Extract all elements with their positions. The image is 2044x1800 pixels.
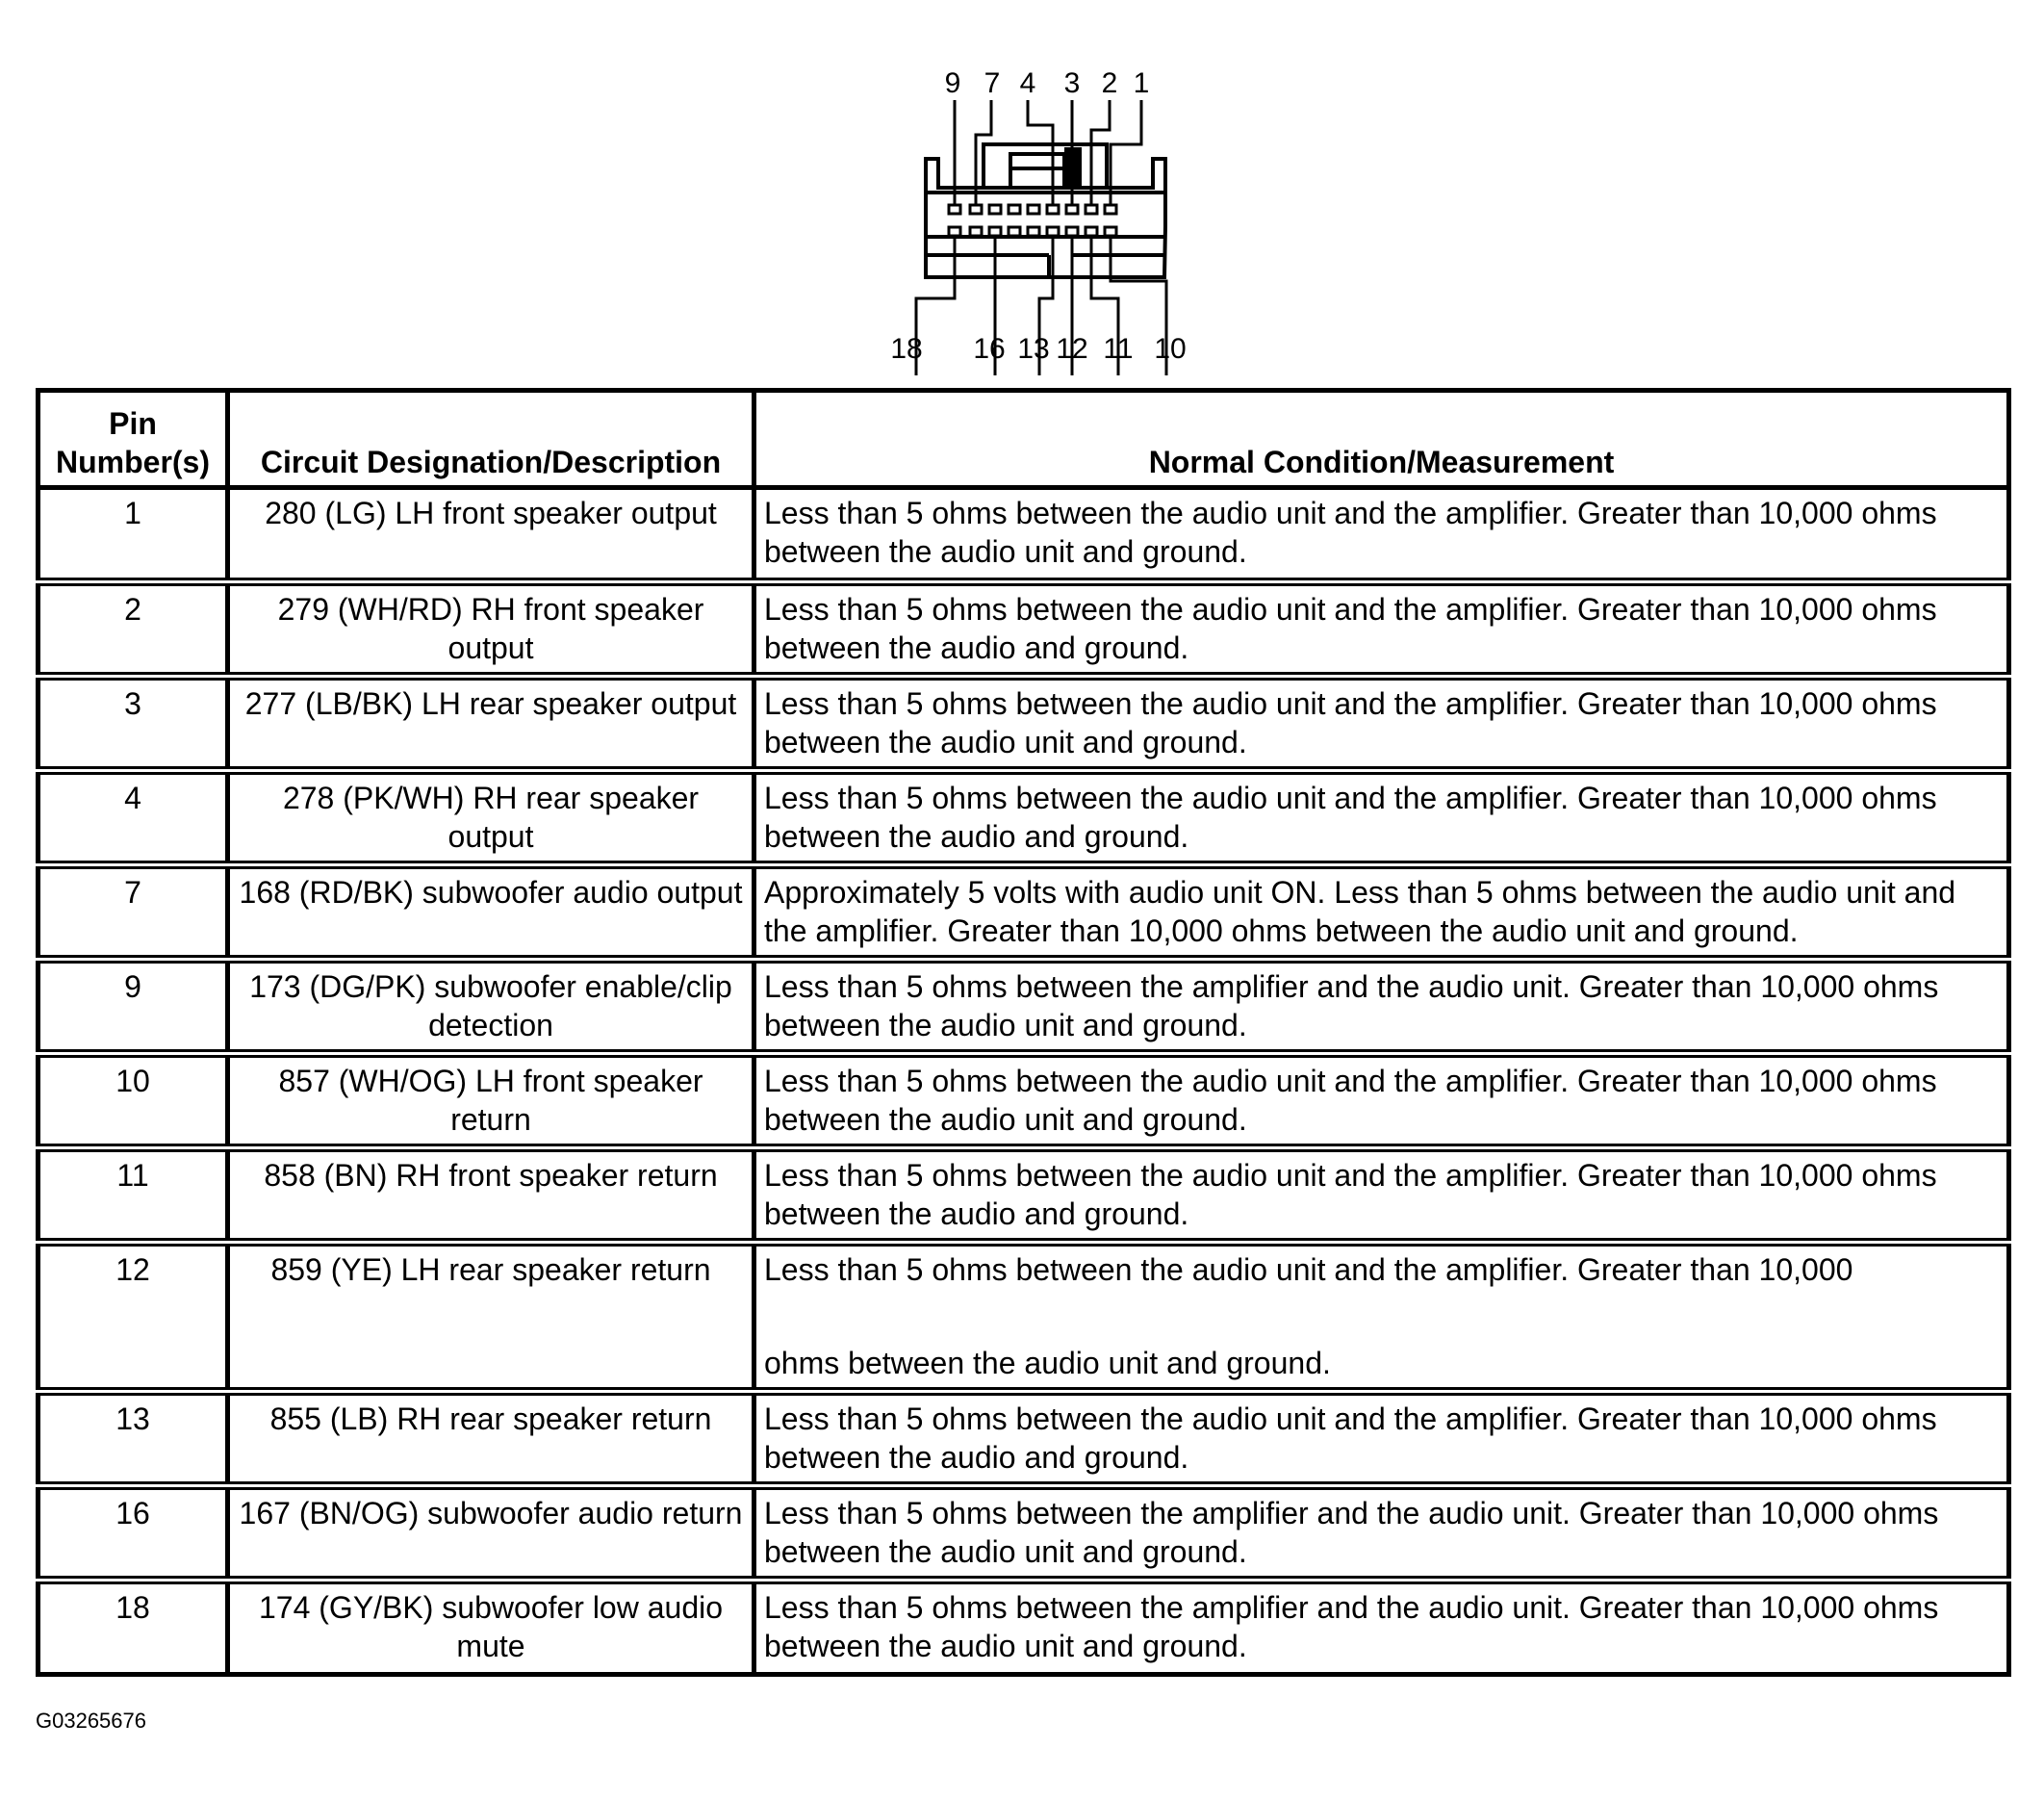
pin-label-1: 1 — [1133, 67, 1150, 99]
table-row — [38, 488, 2009, 582]
description-cell: 280 (LG) LH front speaker output — [228, 488, 754, 582]
pin-label-10: 10 — [1154, 333, 1187, 365]
description-cell: 279 (WH/RD) RH front speaker output — [228, 582, 754, 677]
description-cell: 278 (PK/WH) RH rear speaker output — [228, 771, 754, 865]
measurement-cell: Less than 5 ohms between the amplifier and the audio unit. Greater than 10,000 ohms between the audio unit and ground. — [754, 1581, 2009, 1675]
pin-label-12: 12 — [1056, 333, 1088, 365]
pin-label-16: 16 — [973, 333, 1006, 365]
pin-number-cell: 4 — [38, 771, 228, 865]
table-header-row — [38, 391, 2009, 488]
measurement-cell: Less than 5 ohms between the audio unit and the amplifier. Greater than 10,000 ohms between the audio unit and ground. — [754, 488, 2009, 582]
pin-number-cell: 12 — [38, 1243, 228, 1392]
measurement-line-1: Less than 5 ohms between the audio unit and the amplifier. Greater than 10,000 — [764, 1252, 1853, 1287]
measurement-line-2: ohms between the audio unit and ground. — [764, 1346, 1331, 1380]
measurement-cell: Less than 5 ohms between the audio unit and the amplifier. Greater than 10,000 ohms between the audio and ground. — [754, 1148, 2009, 1243]
table-row — [38, 1581, 2009, 1675]
measurement-cell: Less than 5 ohms between the audio unit and the amplifier. Greater than 10,000 ohms between the audio unit and ground. — [754, 1054, 2009, 1148]
table-row — [38, 1392, 2009, 1486]
table-row — [38, 1243, 2009, 1392]
pin-label-9: 9 — [944, 67, 961, 99]
pin-number-cell: 1 — [38, 488, 228, 582]
connector-diagram — [866, 58, 1213, 385]
pin-number-cell: 10 — [38, 1054, 228, 1148]
pin-label-3: 3 — [1063, 67, 1081, 99]
pin-number-cell: 7 — [38, 865, 228, 960]
description-cell: 859 (YE) LH rear speaker return — [228, 1243, 754, 1392]
pin-number-cell: 13 — [38, 1392, 228, 1486]
description-cell: 857 (WH/OG) LH front speaker return — [228, 1054, 754, 1148]
table-row — [38, 865, 2009, 960]
table-row — [38, 1486, 2009, 1581]
pin-label-4: 4 — [1019, 67, 1036, 99]
description-cell: 167 (BN/OG) subwoofer audio return — [228, 1486, 754, 1581]
table-row — [38, 960, 2009, 1054]
table-row — [38, 771, 2009, 865]
pin-number-cell: 16 — [38, 1486, 228, 1581]
pin-label-13: 13 — [1017, 333, 1050, 365]
table-row — [38, 677, 2009, 771]
description-cell: 168 (RD/BK) subwoofer audio output — [228, 865, 754, 960]
figure-id: G03265676 — [36, 1709, 146, 1733]
description-cell: 277 (LB/BK) LH rear speaker output — [228, 677, 754, 771]
description-cell: 858 (BN) RH front speaker return — [228, 1148, 754, 1243]
header-description: Circuit Designation/Description — [228, 391, 754, 488]
pin-number-cell: 2 — [38, 582, 228, 677]
pin-number-cell: 9 — [38, 960, 228, 1054]
description-cell: 173 (DG/PK) subwoofer enable/clip detection — [228, 960, 754, 1054]
measurement-cell — [754, 1243, 2009, 1392]
table-row — [38, 1148, 2009, 1243]
table-row — [38, 1054, 2009, 1148]
pin-label-18: 18 — [890, 333, 923, 365]
measurement-cell: Less than 5 ohms between the audio unit and the amplifier. Greater than 10,000 ohms between the audio unit and ground. — [754, 677, 2009, 771]
header-measurement: Normal Condition/Measurement — [754, 391, 2009, 488]
pin-number-cell: 18 — [38, 1581, 228, 1675]
measurement-cell: Less than 5 ohms between the amplifier and the audio unit. Greater than 10,000 ohms between the audio unit and ground. — [754, 1486, 2009, 1581]
description-cell: 174 (GY/BK) subwoofer low audio mute — [228, 1581, 754, 1675]
pin-label-2: 2 — [1101, 67, 1118, 99]
measurement-cell: Less than 5 ohms between the audio unit and the amplifier. Greater than 10,000 ohms between the audio and ground. — [754, 771, 2009, 865]
description-cell: 855 (LB) RH rear speaker return — [228, 1392, 754, 1486]
pin-label-11: 11 — [1103, 333, 1134, 365]
measurement-cell: Less than 5 ohms between the audio unit and the amplifier. Greater than 10,000 ohms between the audio and ground. — [754, 1392, 2009, 1486]
pin-terminals — [949, 205, 1116, 236]
measurement-cell: Less than 5 ohms between the amplifier and the audio unit. Greater than 10,000 ohms between the audio unit and ground. — [754, 960, 2009, 1054]
measurement-cell: Less than 5 ohms between the audio unit and the amplifier. Greater than 10,000 ohms between the audio and ground. — [754, 582, 2009, 677]
header-pin-number: Pin Number(s) — [38, 391, 228, 488]
pin-number-cell: 3 — [38, 677, 228, 771]
table-row — [38, 582, 2009, 677]
pin-number-cell: 11 — [38, 1148, 228, 1243]
measurement-cell: Approximately 5 volts with audio unit ON. Less than 5 ohms between the audio unit and the amplifier. Greater than 10,000 ohms between the audio unit and ground. — [754, 865, 2009, 960]
pin-label-7: 7 — [984, 67, 1001, 99]
pin-table — [36, 388, 2011, 1677]
